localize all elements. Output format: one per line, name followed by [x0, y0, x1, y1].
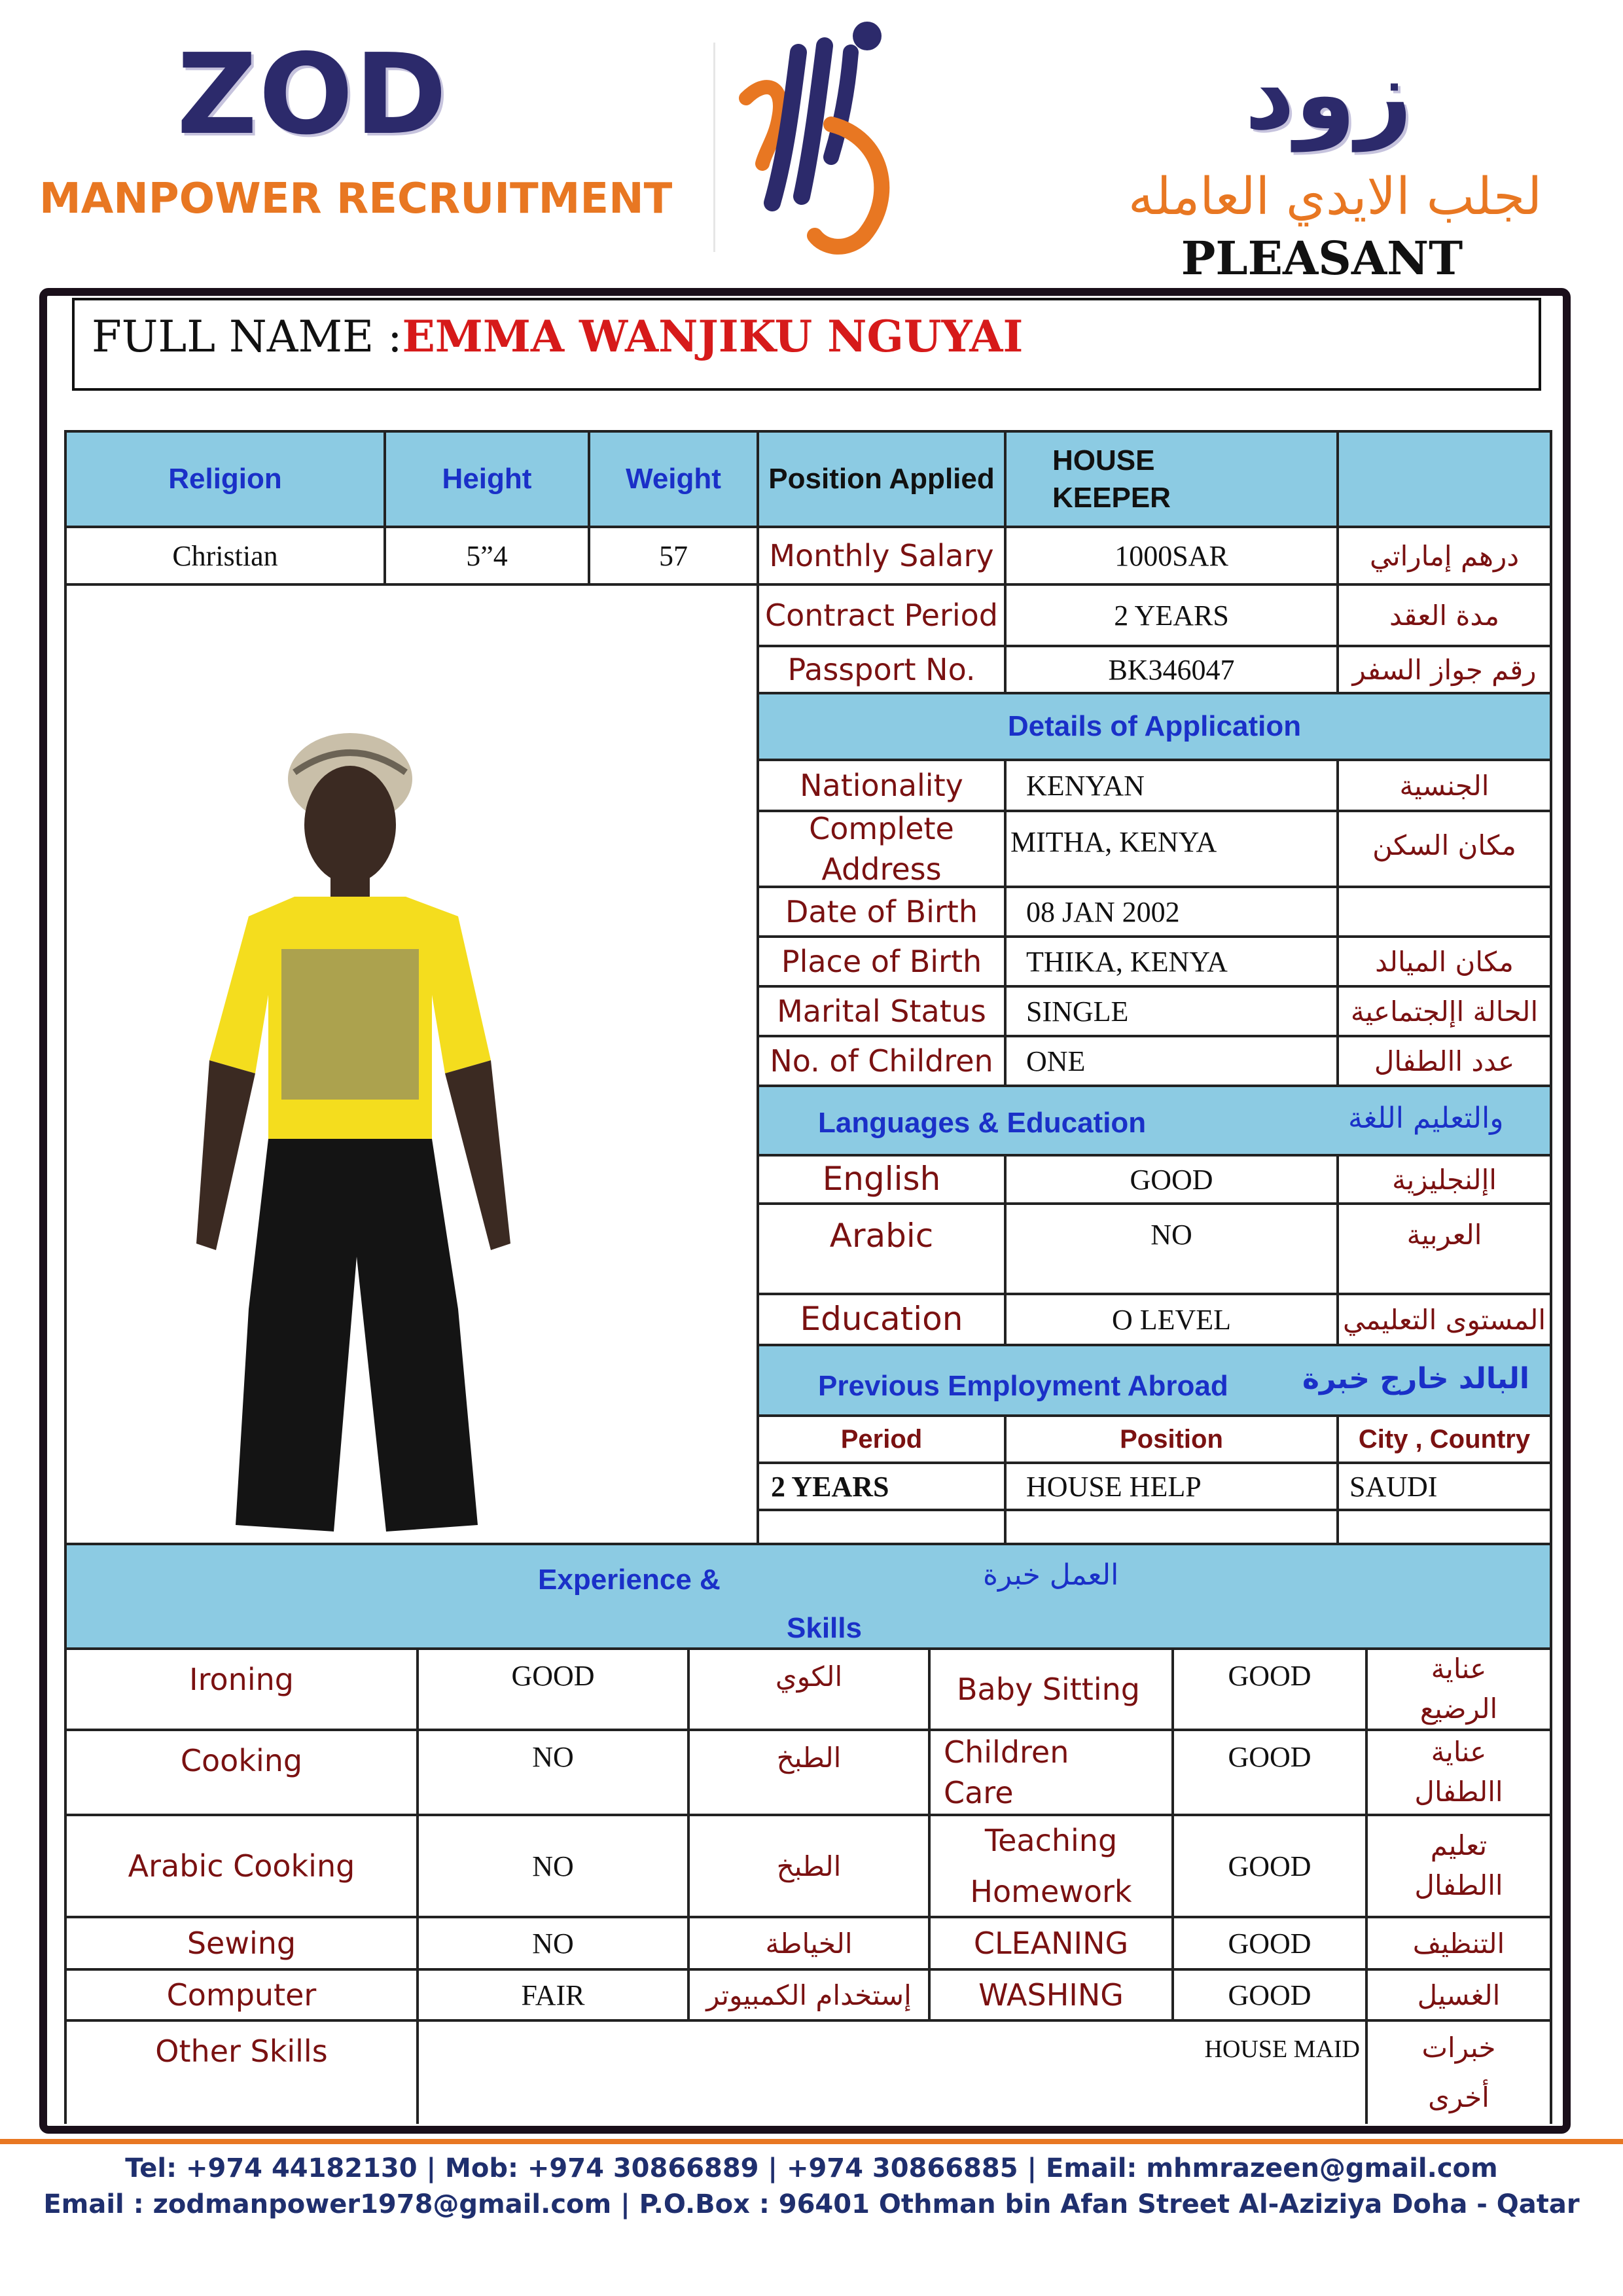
education-label: Education: [757, 1293, 1007, 1346]
children-ar: عدد االطفال: [1336, 1035, 1552, 1087]
footer-divider: [0, 2139, 1623, 2144]
dob-value: 08 JAN 2002: [1004, 886, 1339, 938]
nationality-value: KENYAN: [1004, 759, 1339, 812]
salary-label: Monthly Salary: [757, 526, 1007, 586]
skill-teaching-value: GOOD: [1171, 1814, 1368, 1918]
footer-contact-line-1: Tel: +974 44182130 | Mob: +974 30866889 | +974 30866885 | Email: mhmrazeen@gmail.com: [125, 2153, 1498, 2183]
skills-header: [64, 1543, 1552, 1650]
skill-teaching-ar: تعليم االطفال: [1365, 1814, 1552, 1918]
skill-washing-label: WASHING: [928, 1968, 1174, 2022]
marital-label: Marital Status: [757, 985, 1007, 1037]
dob-label: Date of Birth: [757, 886, 1007, 938]
children-value: ONE: [1004, 1035, 1339, 1087]
arabic-value: NO: [1004, 1202, 1339, 1295]
nationality-label: Nationality: [757, 759, 1007, 812]
weight-value: 57: [588, 526, 759, 586]
employment-empty-row: [1336, 1509, 1552, 1545]
agency-tag: PLEASANT: [1181, 231, 1463, 285]
skill-babysitting-value: GOOD: [1171, 1647, 1368, 1731]
position-ar-header: [1336, 430, 1552, 528]
position-line-1: HOUSE: [1052, 444, 1155, 476]
brand-subtitle: MANPOWER RECRUITMENT: [39, 175, 673, 223]
skill-childrencare-label: Children Care: [928, 1729, 1174, 1816]
arabic-label: Arabic: [757, 1202, 1007, 1295]
skill-arabic-cooking-value: NO: [416, 1814, 690, 1918]
skill-washing-ar: الغسيل: [1365, 1968, 1552, 2022]
weight-header: Weight: [588, 430, 759, 528]
footer-contact-line-2: Email : zodmanpower1978@gmail.com | P.O.Box : 96401 Othman bin Afan Street Al-Aziziya Doha - Qatar: [43, 2189, 1580, 2219]
position-value: [1004, 430, 1339, 528]
employment-period: 2 YEARS: [757, 1462, 1007, 1511]
skills-title-line-2: Skills: [787, 1612, 862, 1644]
skill-babysitting-ar: عناية الرضيع: [1365, 1647, 1552, 1731]
passport-ar: رقم جواز السفر: [1336, 645, 1552, 694]
skill-ironing-value: GOOD: [416, 1647, 690, 1731]
education-value: O LEVEL: [1004, 1293, 1339, 1346]
pob-label: Place of Birth: [757, 935, 1007, 988]
children-label: No. of Children: [757, 1035, 1007, 1087]
religion-value: Christian: [64, 526, 386, 586]
employment-col-country: City , Country: [1336, 1414, 1552, 1464]
contract-period-label: Contract Period: [757, 583, 1007, 647]
employment-country: SAUDI: [1336, 1462, 1552, 1511]
skill-computer-ar: إستخدام الكمبيوتر: [687, 1968, 931, 2022]
passport-label: Passport No.: [757, 645, 1007, 694]
arabic-brand-subtitle: لجلب الايدي العامله: [1128, 168, 1543, 226]
employment-position: HOUSE HELP: [1004, 1462, 1339, 1511]
skills-title-ar: العمل خبرة: [983, 1558, 1119, 1592]
employment-title: Previous Employment Abroad: [818, 1370, 1228, 1402]
skill-washing-value: GOOD: [1171, 1968, 1368, 2022]
skill-sewing-value: NO: [416, 1916, 690, 1971]
employment-col-period: Period: [757, 1414, 1007, 1464]
skill-childrencare-ar: عناية االطفال: [1365, 1729, 1552, 1816]
skill-ironing-ar: الكوي: [687, 1647, 931, 1731]
arabic-brand-title: زود: [1244, 38, 1413, 152]
height-value: 5”4: [383, 526, 590, 586]
address-ar: مكان السكن: [1336, 810, 1552, 888]
languages-title-ar: والتعليم اللغة: [1348, 1102, 1504, 1135]
skill-childrencare-value: GOOD: [1171, 1729, 1368, 1816]
nationality-ar: الجنسية: [1336, 759, 1552, 812]
english-value: GOOD: [1004, 1154, 1339, 1205]
other-skills-value: HOUSE MAID: [416, 2019, 1368, 2124]
skill-sewing-ar: الخياطة: [687, 1916, 931, 1971]
position-header: Position Applied: [757, 430, 1007, 528]
marital-ar: الحالة اإلجتماعية: [1336, 985, 1552, 1037]
other-skills-label: Other Skills: [64, 2019, 419, 2124]
employment-empty-row: [1004, 1509, 1339, 1545]
skill-babysitting-label: Baby Sitting: [928, 1647, 1174, 1731]
skill-cleaning-ar: التنظيف: [1365, 1916, 1552, 1971]
skill-arabic-cooking-label: Arabic Cooking: [64, 1814, 419, 1918]
skill-computer-label: Computer: [64, 1968, 419, 2022]
employment-col-position: Position: [1004, 1414, 1339, 1464]
brand-title: ZOD: [177, 30, 448, 160]
education-ar: المستوى التعليمي: [1336, 1293, 1552, 1346]
salary-value: 1000SAR: [1004, 526, 1339, 586]
applicant-photo: [183, 720, 537, 1545]
skill-computer-value: FAIR: [416, 1968, 690, 2022]
pob-ar: مكان الميالد: [1336, 935, 1552, 988]
skill-ironing-label: Ironing: [64, 1647, 419, 1731]
contract-period-ar: مدة العقد: [1336, 583, 1552, 647]
full-name-value: EMMA WANJIKU NGUYAI: [402, 311, 1024, 362]
employment-header: [757, 1344, 1552, 1417]
pob-value: THIKA, KENYA: [1004, 935, 1339, 988]
brand-logo-icon: [726, 13, 923, 262]
skill-sewing-label: Sewing: [64, 1916, 419, 1971]
skill-cooking-ar: الطبخ: [687, 1729, 931, 1816]
marital-value: SINGLE: [1004, 985, 1339, 1037]
position-line-2: KEEPER: [1052, 482, 1171, 514]
arabic-ar: العربية: [1336, 1202, 1552, 1295]
languages-header: [757, 1085, 1552, 1157]
details-header: Details of Application: [757, 692, 1552, 761]
skill-cleaning-label: CLEANING: [928, 1916, 1174, 1971]
contract-period-value: 2 YEARS: [1004, 583, 1339, 647]
passport-value: BK346047: [1004, 645, 1339, 694]
skill-arabic-cooking-ar: الطبخ: [687, 1814, 931, 1918]
skills-title-line-1: Experience &: [538, 1564, 721, 1596]
employment-empty-row: [757, 1509, 1007, 1545]
skill-teaching-label: Teaching Homework: [928, 1814, 1174, 1918]
languages-title: Languages & Education: [818, 1107, 1147, 1139]
address-label: Complete Address: [757, 810, 1007, 888]
other-skills-ar: خبرات أخرى: [1365, 2019, 1552, 2124]
header-divider: [713, 43, 715, 252]
address-value: MITHA, KENYA: [1004, 810, 1339, 888]
height-header: Height: [383, 430, 590, 528]
dob-ar: [1336, 886, 1552, 938]
english-label: English: [757, 1154, 1007, 1205]
skill-cooking-value: NO: [416, 1729, 690, 1816]
english-ar: اإلنجليزية: [1336, 1154, 1552, 1205]
salary-ar: درهم إماراتي: [1336, 526, 1552, 586]
full-name-label: FULL NAME :: [92, 312, 402, 362]
religion-header: Religion: [64, 430, 386, 528]
skill-cooking-label: Cooking: [64, 1729, 419, 1816]
employment-title-ar: البالد خارج خبرة: [1302, 1362, 1529, 1395]
full-name-row: [92, 304, 1023, 369]
skill-cleaning-value: GOOD: [1171, 1916, 1368, 1971]
